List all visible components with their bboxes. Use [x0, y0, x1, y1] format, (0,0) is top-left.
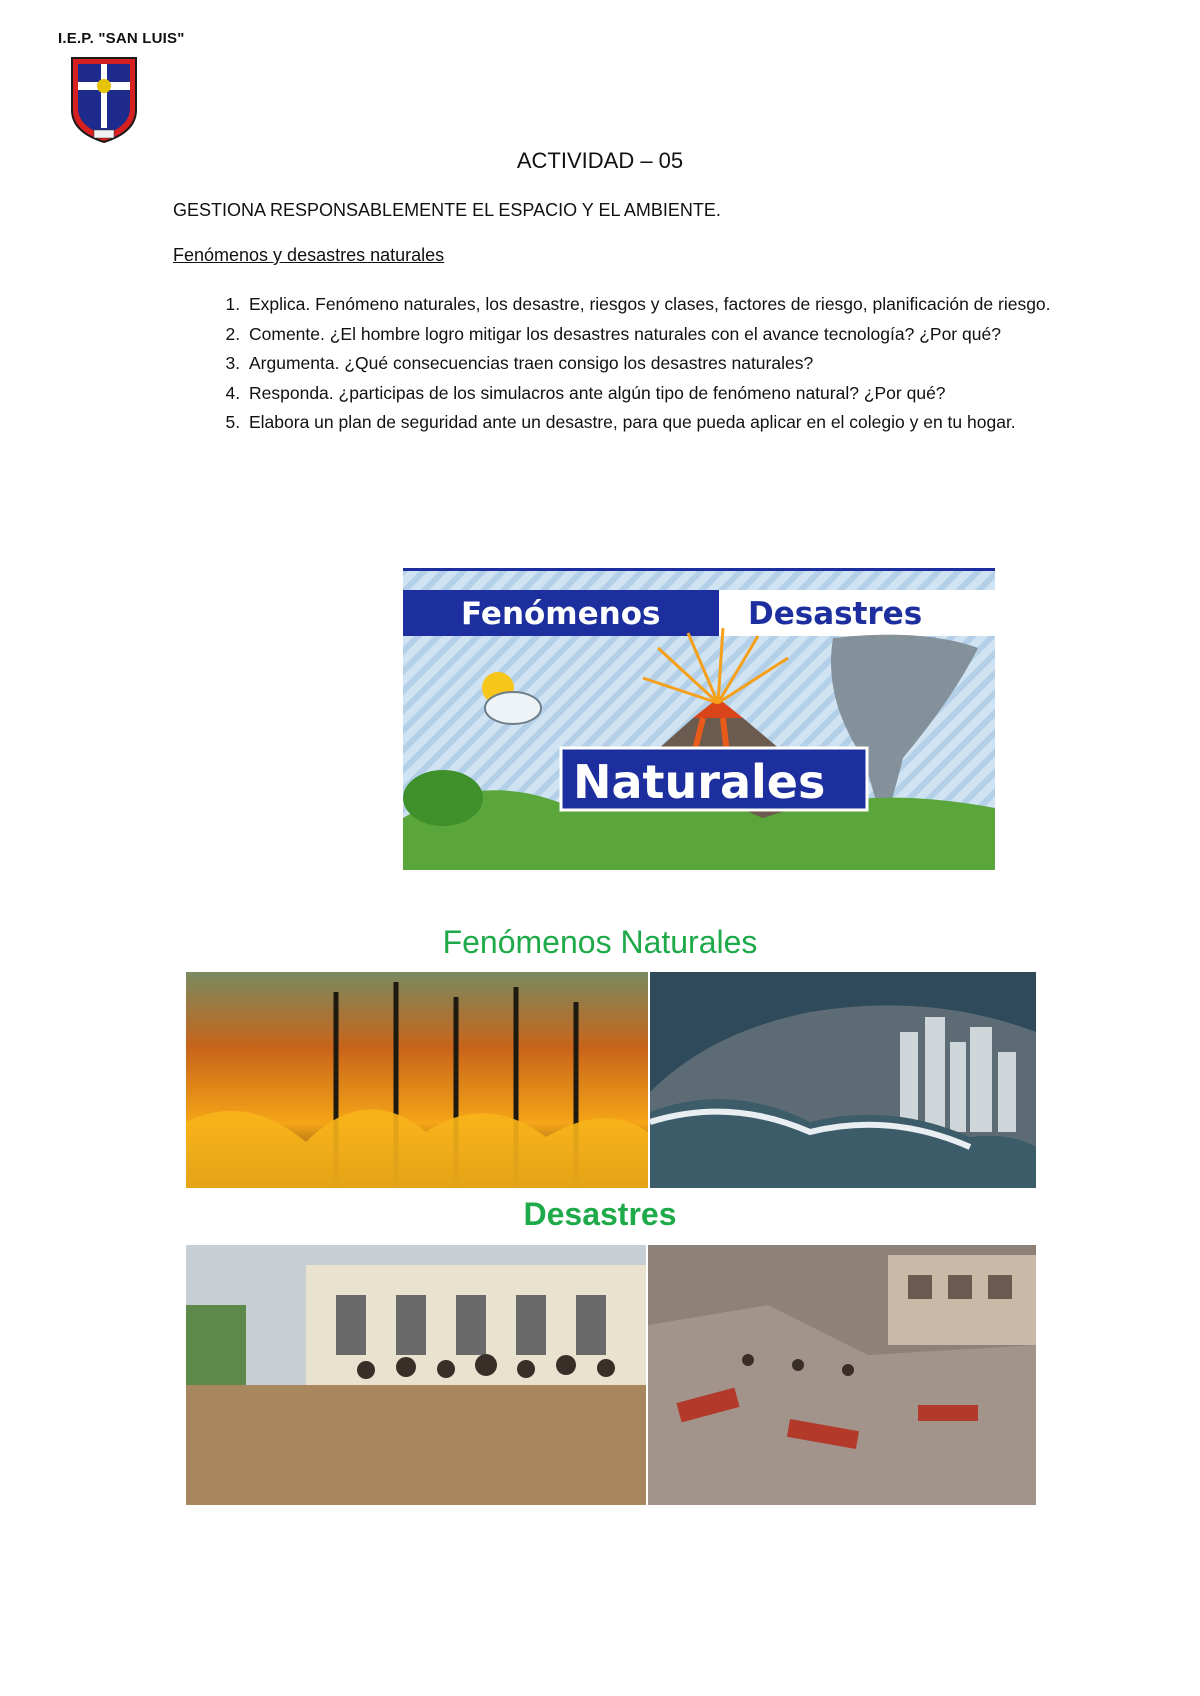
earthquake-rubble-photo [648, 1245, 1036, 1505]
question-item: 4. Responda. ¿participas de los simulacros ante algún tipo de fenómeno natural? ¿Por qué? [245, 379, 1075, 409]
fenomenos-naturales-heading: Fenómenos Naturales [442, 924, 758, 960]
school-crest-icon [68, 52, 140, 144]
school-name: I.E.P. "SAN LUIS" [58, 30, 185, 47]
banner-word-naturales: Naturales [573, 755, 826, 809]
tsunami-photo [650, 972, 1036, 1188]
question-item: 3. Argumenta. ¿Qué consecuencias traen consigo los desastres naturales? [245, 349, 1075, 379]
banner-word-desastres: Desastres [748, 596, 923, 632]
desastres-heading: Desastres [523, 1196, 677, 1232]
forest-fire-photo [186, 972, 648, 1188]
question-item: 5. Elabora un plan de seguridad ante un desastre, para que pueda aplicar en el colegio y en tu hogar. [245, 408, 1075, 438]
topic-heading: Fenómenos y desastres naturales [173, 245, 445, 265]
question-item: 1. Explica. Fenómeno naturales, los desastre, riesgos y clases, factores de riesgo, planificación de riesgo. [245, 290, 1075, 320]
banner-word-fenomenos: Fenómenos [461, 596, 661, 632]
question-item: 2. Comente. ¿El hombre logro mitigar los desastres naturales con el avance tecnología? ¿Por qué? [245, 320, 1075, 350]
flood-photo [186, 1245, 646, 1505]
natural-phenomena-banner [403, 568, 995, 870]
question-list [210, 290, 1075, 438]
activity-title: ACTIVIDAD – 05 [516, 148, 684, 173]
competency-heading: GESTIONA RESPONSABLEMENTE EL ESPACIO Y EL AMBIENTE. [173, 200, 721, 220]
